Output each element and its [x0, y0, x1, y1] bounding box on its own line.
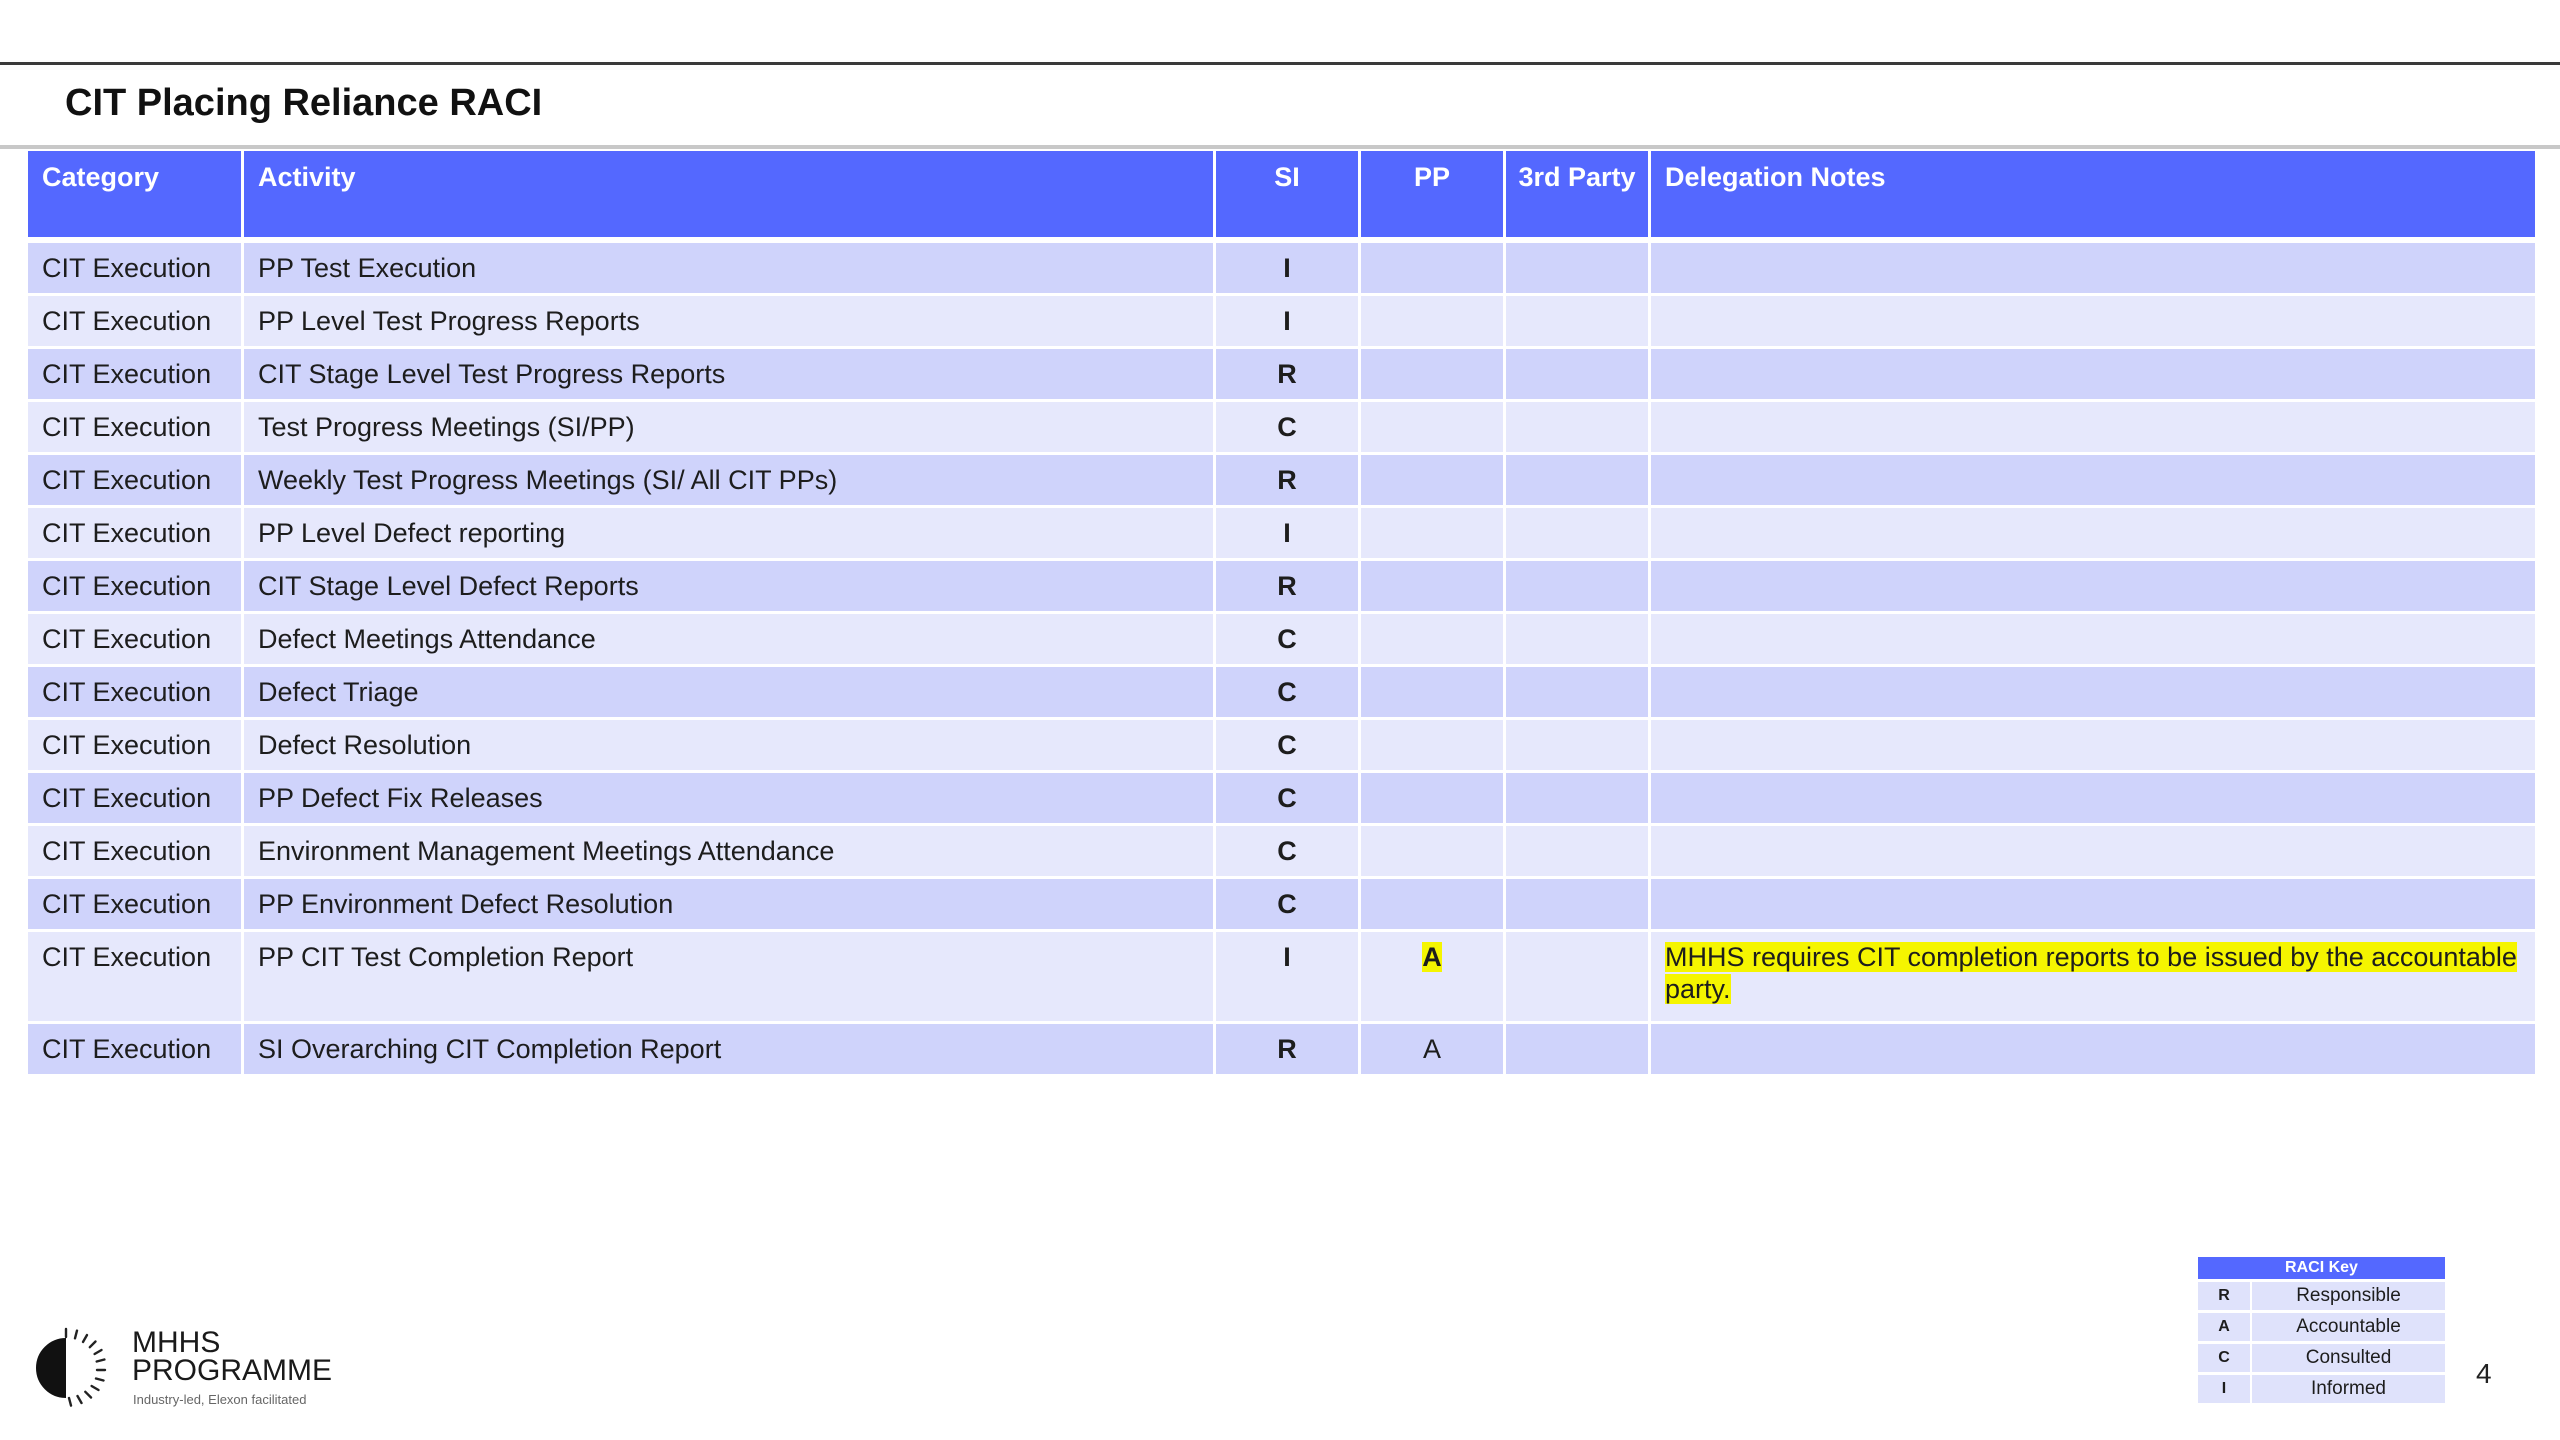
header-delegation-notes: Delegation Notes: [1651, 151, 2535, 241]
header-third-party: 3rd Party: [1506, 151, 1648, 241]
cell-notes: [1651, 453, 2535, 506]
cell-category: CIT Execution: [28, 718, 241, 771]
cell-notes: [1651, 1022, 2535, 1075]
cell-third-party: [1506, 294, 1648, 347]
cell-pp: [1361, 612, 1503, 665]
cell-notes: [1651, 559, 2535, 612]
header-si: SI: [1216, 151, 1358, 241]
cell-category: CIT Execution: [28, 612, 241, 665]
cell-pp: [1361, 559, 1503, 612]
table-row: [28, 294, 2535, 347]
cell-si: R: [1216, 347, 1358, 400]
raci-key-label: Responsible: [2252, 1282, 2445, 1310]
table-row: [28, 1022, 2535, 1075]
cell-category: CIT Execution: [28, 294, 241, 347]
cell-notes: [1651, 824, 2535, 877]
cell-pp: [1361, 824, 1503, 877]
table-row: [28, 930, 2535, 1022]
raci-key-row: [2198, 1344, 2445, 1372]
cell-activity: SI Overarching CIT Completion Report: [244, 1022, 1213, 1075]
table-row: [28, 665, 2535, 718]
cell-activity: Environment Management Meetings Attendance: [244, 824, 1213, 877]
cell-category: CIT Execution: [28, 1022, 241, 1075]
table-row: [28, 559, 2535, 612]
cell-category: CIT Execution: [28, 824, 241, 877]
raci-key-title: RACI Key: [2198, 1257, 2445, 1279]
cell-third-party: [1506, 559, 1648, 612]
cell-third-party: [1506, 453, 1648, 506]
cell-pp: [1361, 930, 1503, 1022]
cell-pp: A: [1361, 1022, 1503, 1075]
cell-third-party: [1506, 877, 1648, 930]
raci-key-label: Consulted: [2252, 1344, 2445, 1372]
raci-key-row: [2198, 1313, 2445, 1341]
cell-activity: Defect Resolution: [244, 718, 1213, 771]
raci-key: [2196, 1254, 2447, 1406]
cell-si: I: [1216, 506, 1358, 559]
logo-text-line1: MHHS: [132, 1326, 221, 1359]
top-divider: [0, 62, 2560, 65]
raci-key-code: I: [2198, 1375, 2250, 1403]
cell-activity: PP Defect Fix Releases: [244, 771, 1213, 824]
table-row: [28, 400, 2535, 453]
cell-third-party: [1506, 824, 1648, 877]
cell-si: C: [1216, 612, 1358, 665]
table-row: [28, 771, 2535, 824]
cell-si: R: [1216, 453, 1358, 506]
cell-notes: [1651, 241, 2535, 294]
title-divider: [0, 145, 2560, 149]
cell-pp: [1361, 718, 1503, 771]
table-row: [28, 612, 2535, 665]
cell-notes: [1651, 665, 2535, 718]
table-row: [28, 877, 2535, 930]
cell-third-party: [1506, 400, 1648, 453]
table-header-row: [28, 151, 2535, 241]
cell-activity: PP Environment Defect Resolution: [244, 877, 1213, 930]
cell-notes: [1651, 718, 2535, 771]
cell-si: I: [1216, 294, 1358, 347]
cell-pp: [1361, 453, 1503, 506]
cell-category: CIT Execution: [28, 930, 241, 1022]
cell-activity: PP Test Execution: [244, 241, 1213, 294]
raci-key-label: Informed: [2252, 1375, 2445, 1403]
cell-notes: [1651, 877, 2535, 930]
table-row: [28, 718, 2535, 771]
cell-pp: [1361, 771, 1503, 824]
cell-category: CIT Execution: [28, 506, 241, 559]
cell-third-party: [1506, 718, 1648, 771]
raci-key-label: Accountable: [2252, 1313, 2445, 1341]
cell-si: C: [1216, 665, 1358, 718]
cell-category: CIT Execution: [28, 400, 241, 453]
sun-half-icon: [25, 1326, 107, 1408]
mhhs-programme-logo: [25, 1322, 385, 1412]
cell-third-party: [1506, 347, 1648, 400]
cell-si: R: [1216, 1022, 1358, 1075]
cell-activity: Defect Triage: [244, 665, 1213, 718]
slide-title: CIT Placing Reliance RACI: [65, 82, 543, 124]
table-row: [28, 506, 2535, 559]
cell-notes: [1651, 506, 2535, 559]
raci-key-code: C: [2198, 1344, 2250, 1372]
cell-category: CIT Execution: [28, 453, 241, 506]
table-row: [28, 453, 2535, 506]
cell-category: CIT Execution: [28, 559, 241, 612]
cell-si: C: [1216, 824, 1358, 877]
cell-category: CIT Execution: [28, 665, 241, 718]
cell-third-party: [1506, 506, 1648, 559]
cell-activity: CIT Stage Level Test Progress Reports: [244, 347, 1213, 400]
cell-activity: Weekly Test Progress Meetings (SI/ All CIT PPs): [244, 453, 1213, 506]
cell-pp: [1361, 665, 1503, 718]
cell-pp: [1361, 294, 1503, 347]
cell-si: I: [1216, 930, 1358, 1022]
logo-text-line2: PROGRAMME: [132, 1354, 333, 1387]
cell-category: CIT Execution: [28, 347, 241, 400]
logo-tagline: Industry-led, Elexon facilitated: [133, 1392, 307, 1407]
raci-key-code: A: [2198, 1313, 2250, 1341]
cell-notes: [1651, 294, 2535, 347]
cell-third-party: [1506, 1022, 1648, 1075]
raci-key-row: [2198, 1282, 2445, 1310]
cell-si: I: [1216, 241, 1358, 294]
cell-pp: [1361, 506, 1503, 559]
table-row: [28, 824, 2535, 877]
raci-key-row: [2198, 1375, 2445, 1403]
table-row: [28, 347, 2535, 400]
cell-si: C: [1216, 877, 1358, 930]
cell-activity: PP CIT Test Completion Report: [244, 930, 1213, 1022]
cell-activity: Defect Meetings Attendance: [244, 612, 1213, 665]
cell-activity: PP Level Test Progress Reports: [244, 294, 1213, 347]
raci-table: [25, 151, 2538, 1075]
cell-si: C: [1216, 718, 1358, 771]
cell-third-party: [1506, 771, 1648, 824]
cell-category: CIT Execution: [28, 241, 241, 294]
cell-notes: [1651, 930, 2535, 1022]
cell-pp: [1361, 400, 1503, 453]
cell-notes: [1651, 612, 2535, 665]
cell-category: CIT Execution: [28, 771, 241, 824]
header-pp: PP: [1361, 151, 1503, 241]
highlighted-delegation-note: MHHS requires CIT completion reports to be issued by the accountable party.: [1665, 942, 2517, 1004]
cell-pp: [1361, 347, 1503, 400]
table-row: [28, 241, 2535, 294]
cell-si: C: [1216, 771, 1358, 824]
header-activity: Activity: [244, 151, 1213, 241]
cell-category: CIT Execution: [28, 877, 241, 930]
raci-key-code: R: [2198, 1282, 2250, 1310]
cell-notes: [1651, 771, 2535, 824]
cell-activity: PP Level Defect reporting: [244, 506, 1213, 559]
cell-si: C: [1216, 400, 1358, 453]
page-number: 4: [2476, 1358, 2492, 1389]
cell-third-party: [1506, 930, 1648, 1022]
cell-third-party: [1506, 665, 1648, 718]
cell-si: R: [1216, 559, 1358, 612]
cell-notes: [1651, 400, 2535, 453]
cell-pp: [1361, 241, 1503, 294]
cell-third-party: [1506, 241, 1648, 294]
header-category: Category: [28, 151, 241, 241]
cell-third-party: [1506, 612, 1648, 665]
cell-activity: Test Progress Meetings (SI/PP): [244, 400, 1213, 453]
cell-activity: CIT Stage Level Defect Reports: [244, 559, 1213, 612]
cell-pp: [1361, 877, 1503, 930]
highlighted-pp-value: A: [1422, 942, 1442, 972]
cell-notes: [1651, 347, 2535, 400]
